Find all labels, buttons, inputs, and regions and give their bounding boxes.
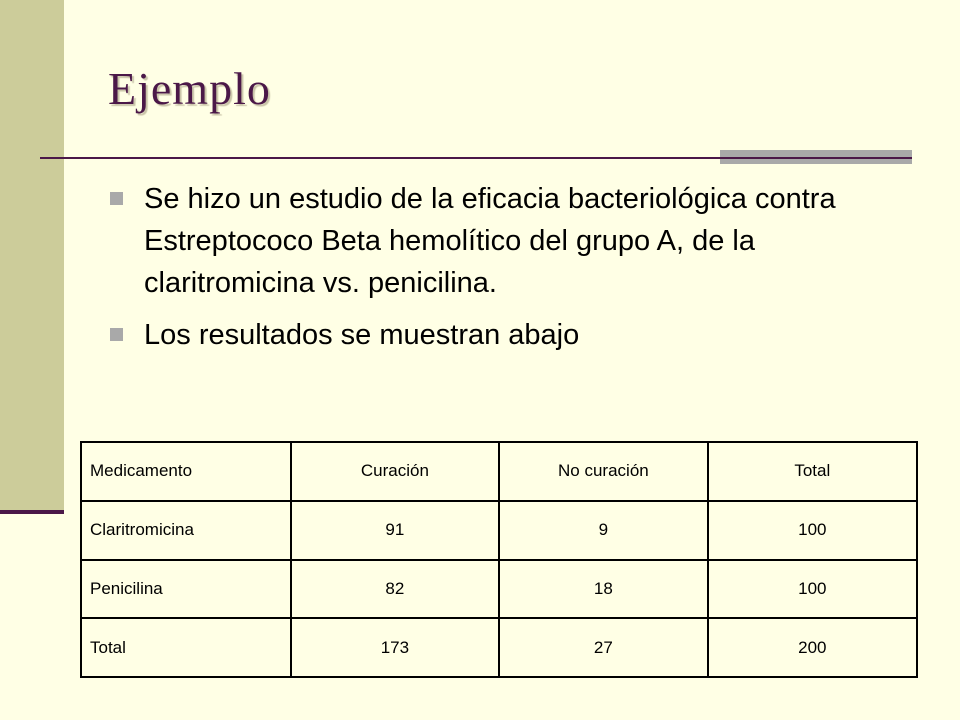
bullet-list [106,178,906,366]
table-cell: 100 [708,560,917,619]
table-header-cell: Curación [291,442,500,501]
table-cell: 9 [499,501,707,560]
table-cell: Penicilina [81,560,291,619]
sidebar-accent-line [0,510,64,514]
results-table [80,441,918,678]
table-row [81,501,917,560]
bullet-text: Se hizo un estudio de la eficacia bacteriológica contra Estreptococo Beta hemolítico del grupo A, de la claritromicina vs. penicilina. [144,183,836,299]
square-bullet-icon [110,192,123,205]
table-cell: 91 [291,501,500,560]
title-divider-accent-line [720,157,912,159]
table-cell: 82 [291,560,500,619]
table-header-cell: No curación [499,442,707,501]
table-cell: 200 [708,618,917,677]
table-cell: Claritromicina [81,501,291,560]
table-cell: 100 [708,501,917,560]
table-cell: Total [81,618,291,677]
table-cell: 27 [499,618,707,677]
square-bullet-icon [110,328,123,341]
table-row [81,560,917,619]
decorative-sidebar [0,0,64,510]
bullet-item [106,314,906,356]
table-cell: 18 [499,560,707,619]
bullet-item [106,178,906,304]
table-row [81,618,917,677]
table-header-cell: Total [708,442,917,501]
slide-title: Ejemplo [108,63,271,114]
table-header-row [81,442,917,501]
table-header-cell: Medicamento [81,442,291,501]
bullet-text: Los resultados se muestran abajo [144,319,580,351]
table-cell: 173 [291,618,500,677]
